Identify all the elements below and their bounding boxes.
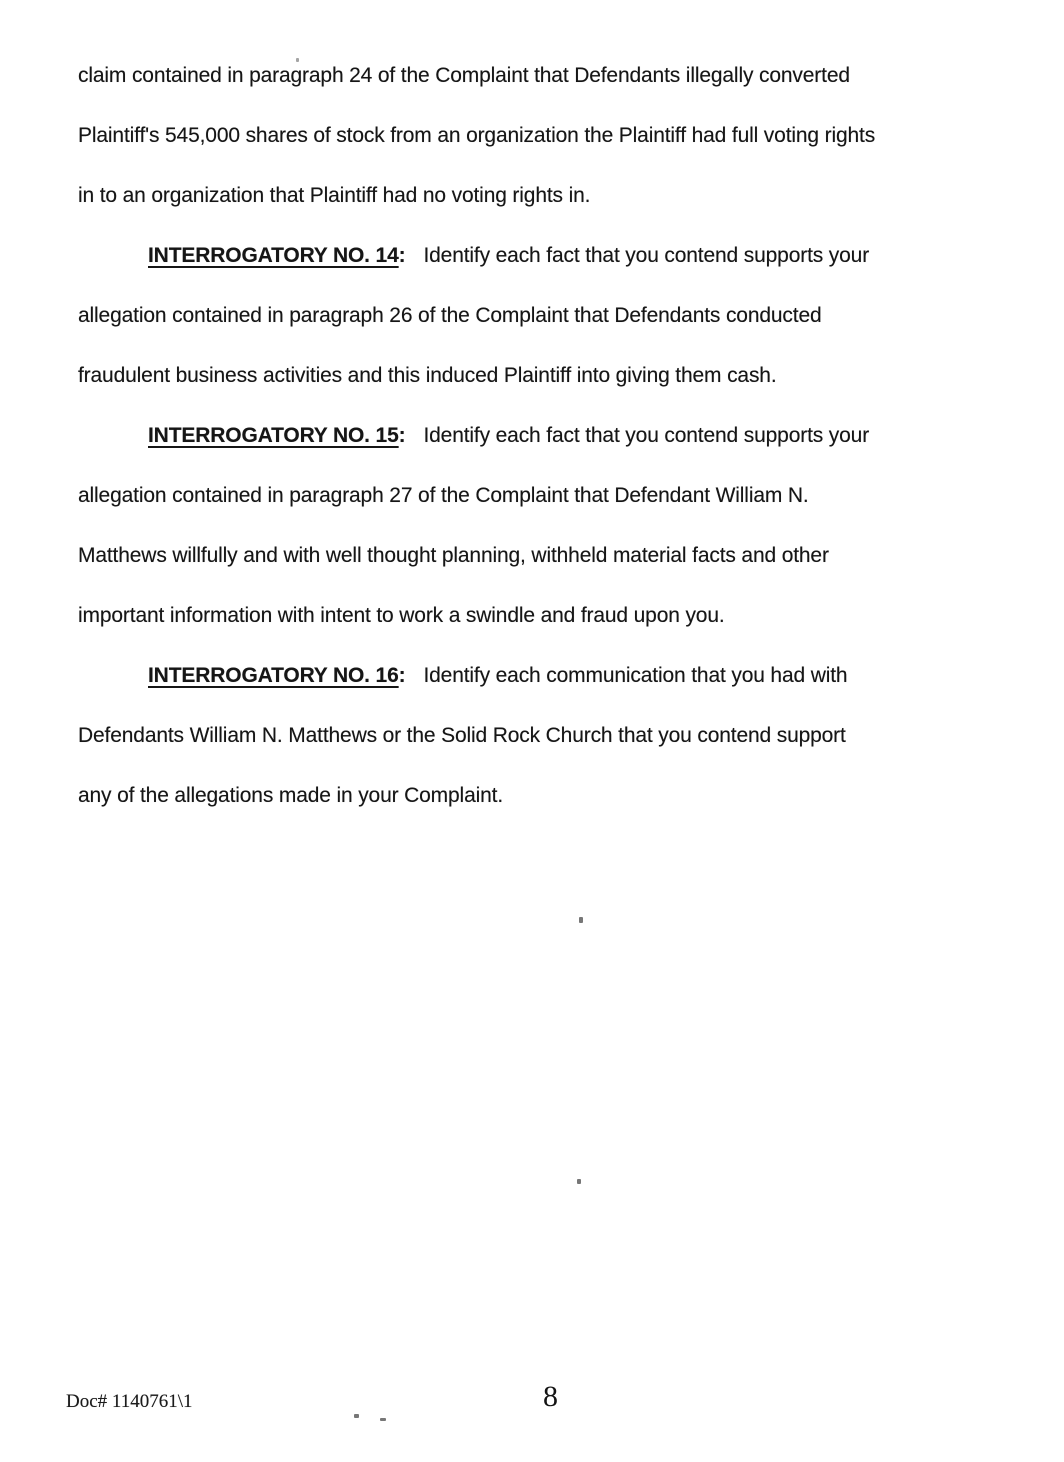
scan-speck	[354, 1414, 359, 1418]
interrogatory-15-heading-colon: :	[398, 424, 406, 447]
text-line: claim contained in paragraph 24 of the Complaint that Defendants illegally converted	[78, 64, 850, 87]
text-line: Identify each fact that you contend supports your	[423, 424, 870, 447]
interrogatory-14-first-line	[78, 226, 1064, 286]
interrogatory-14-heading-text: INTERROGATORY NO. 14	[148, 244, 399, 267]
interrogatory-16-first-line	[78, 646, 1064, 706]
interrogatory-14-heading	[148, 244, 405, 267]
doc-number: Doc# 1140761\1	[66, 1391, 193, 1412]
text-line: any of the allegations made in your Complaint.	[78, 784, 504, 807]
text-line: Defendants William N. Matthews or the Solid Rock Church that you contend support	[78, 724, 846, 747]
text-line: fraudulent business activities and this induced Plaintiff into giving them cash.	[78, 364, 777, 387]
text-line: Matthews willfully and with well thought planning, withheld material facts and other	[78, 544, 829, 567]
text-line: important information with intent to work a swindle and fraud upon you.	[78, 604, 725, 627]
page-number: 8	[543, 1380, 558, 1413]
interrogatory-16-heading-colon: :	[398, 664, 406, 687]
scan-speck	[577, 1179, 581, 1184]
scan-speck	[296, 58, 299, 62]
interrogatory-15-heading	[148, 424, 405, 447]
interrogatory-15-first-line	[78, 406, 1064, 466]
scan-speck	[579, 917, 583, 923]
text-line: Identify each fact that you contend supports your	[423, 244, 870, 267]
text-line: Identify each communication that you had with	[423, 664, 848, 687]
text-line: allegation contained in paragraph 27 of the Complaint that Defendant William N.	[78, 484, 809, 507]
scan-speck	[380, 1418, 386, 1421]
interrogatory-16-heading-text: INTERROGATORY NO. 16	[148, 664, 399, 687]
interrogatory-15-heading-text: INTERROGATORY NO. 15	[148, 424, 399, 447]
interrogatory-14-heading-colon: :	[398, 244, 406, 267]
interrogatory-16-heading	[148, 664, 405, 687]
text-line: Plaintiff's 545,000 shares of stock from an organization the Plaintiff had full voting rights	[78, 124, 876, 147]
text-line: in to an organization that Plaintiff had no voting rights in.	[78, 184, 591, 207]
text-line: allegation contained in paragraph 26 of the Complaint that Defendants conducted	[78, 304, 822, 327]
document-body	[78, 46, 1064, 826]
